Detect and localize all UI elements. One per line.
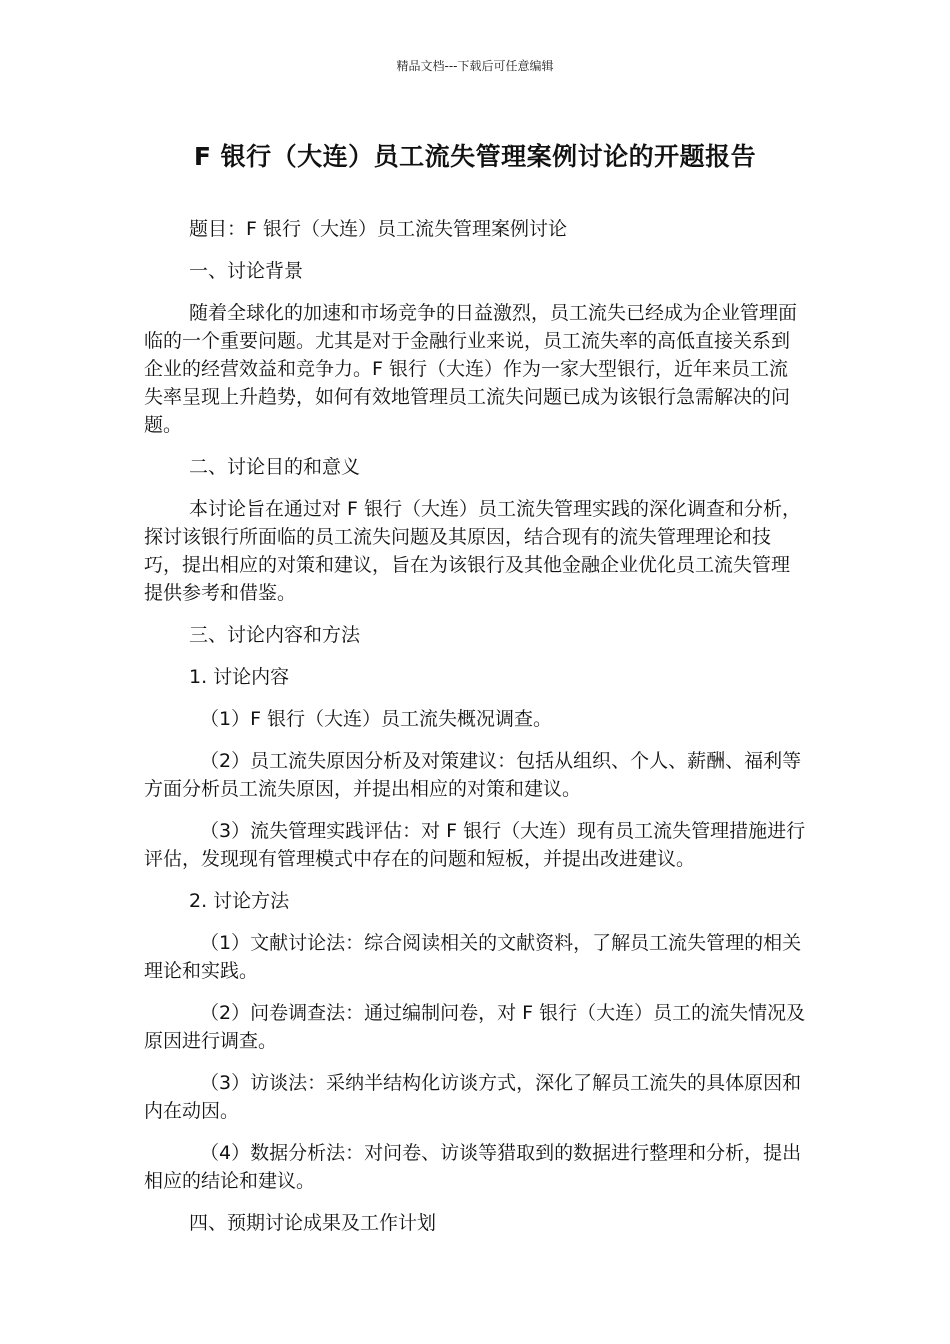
list-item-method-4: （4）数据分析法：对问卷、访谈等猎取到的数据进行整理和分析，提出相应的结论和建议。 [144, 1142, 802, 1192]
list-item-content-1: （1）F 银行（大连）员工流失概况调查。 [200, 708, 553, 730]
page-header: 精品文档---下载后可任意编辑 [396, 59, 554, 73]
paragraph-purpose: 本讨论旨在通过对 F 银行（大连）员工流失管理实践的深化调查和分析，探讨该银行所面临的员工流失问题及其原因，结合现有的流失管理理论和技巧，提出相应的对策和建议，旨在为该银行及其他金融企业优化员工流失管理提供参考和借鉴。 [144, 498, 802, 604]
list-item-method-2: （2）问卷调查法：通过编制问卷，对 F 银行（大连）员工的流失情况及原因进行调查。 [144, 1002, 806, 1052]
paragraph-background: 随着全球化的加速和市场竞争的日益激烈，员工流失已经成为企业管理面临的一个重要问题。尤其是对于金融行业来说，员工流失率的高低直接关系到企业的经营效益和竞争力。F 银行（大连）作为一家大型银行，近年来员工流失率呈现上升趋势，如何有效地管理员工流失问题已成为该银行急需解决的问题。 [144, 302, 798, 436]
heading-background: 一、讨论背景 [189, 260, 304, 282]
document-body [144, 215, 806, 1251]
heading-expected-results: 四、预期讨论成果及工作计划 [189, 1212, 437, 1234]
list-item-content-2: （2）员工流失原因分析及对策建议：包括从组织、个人、薪酬、福利等方面分析员工流失原因，并提出相应的对策和建议。 [144, 750, 802, 800]
paragraph-topic: 题目：F 银行（大连）员工流失管理案例讨论 [189, 218, 567, 240]
list-item-method-3: （3）访谈法：采纳半结构化访谈方式，深化了解员工流失的具体原因和内在动因。 [144, 1072, 802, 1122]
list-item-method-1: （1）文献讨论法：综合阅读相关的文献资料，了解员工流失管理的相关理论和实践。 [144, 932, 802, 982]
heading-content-method: 三、讨论内容和方法 [189, 624, 361, 646]
subheading-content: 1. 讨论内容 [189, 666, 290, 688]
document-title: F 银行（大连）员工流失管理案例讨论的开题报告 [193, 142, 757, 171]
heading-purpose: 二、讨论目的和意义 [189, 456, 361, 478]
list-item-content-3: （3）流失管理实践评估：对 F 银行（大连）现有员工流失管理措施进行评估，发现现有管理模式中存在的问题和短板，并提出改进建议。 [144, 820, 806, 870]
subheading-method: 2. 讨论方法 [189, 890, 290, 912]
